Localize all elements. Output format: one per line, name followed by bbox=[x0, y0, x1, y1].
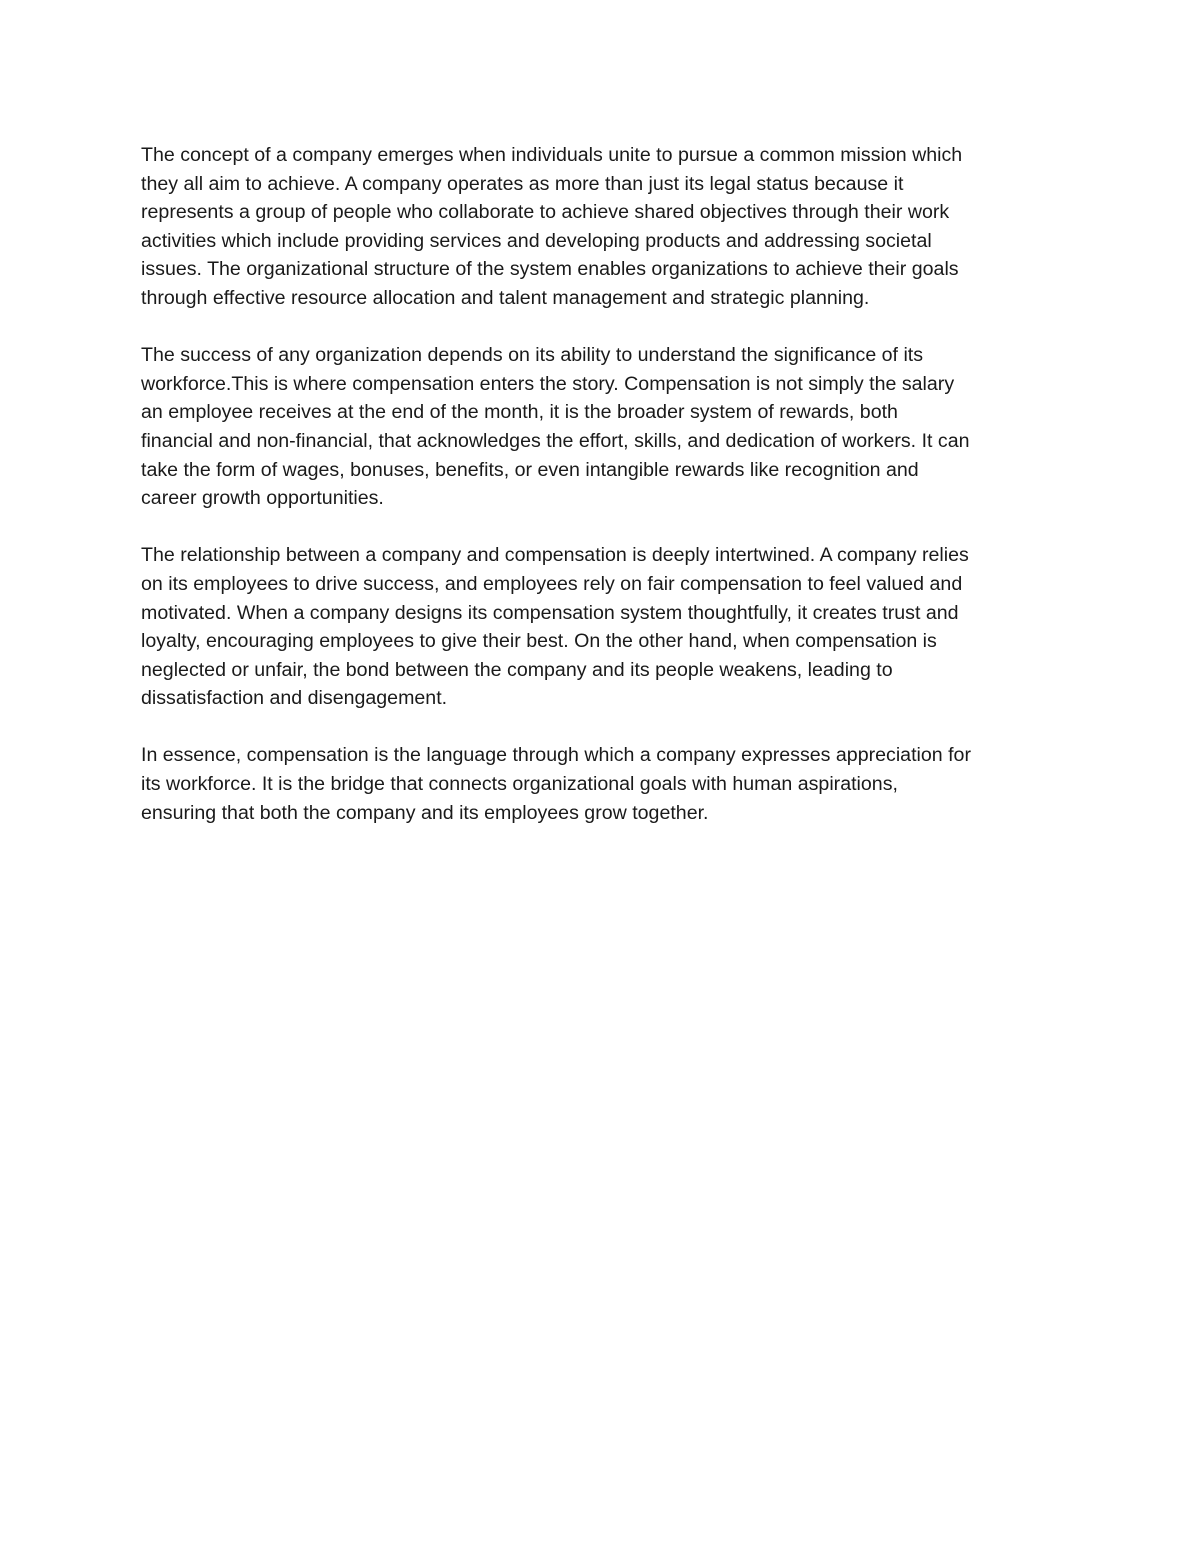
paragraph-relationship: The relationship between a company and compensation is deeply intertwined. A company relies on its employees to drive success, and employees rely on fair compensation to feel valued and motivated. When a company designs its compensation system thoughtfully, it creates trust and loyalty, encouraging employees to give their best. On the other hand, when compensation is neglected or unfair, the bond between the company and its people weakens, leading to dissatisfaction and disengagement. bbox=[141, 544, 969, 710]
paragraph-conclusion: In essence, compensation is the language through which a company expresses appreciation for its workforce. It is the bridge that connects organizational goals with human aspirations, ensuring that both the company and its employees grow together. bbox=[141, 744, 971, 824]
document-body bbox=[141, 141, 1061, 856]
paragraph-intro: The concept of a company emerges when individuals unite to pursue a common mission which they all aim to achieve. A company operates as more than just its legal status because it represents a group of people who collaborate to achieve shared objectives through their work activities which include providing services and developing products and addressing societal issues. The organizational structure of the system enables organizations to achieve their goals through effective resource allocation and talent management and strategic planning. bbox=[141, 144, 963, 309]
paragraph-compensation: The success of any organization depends on its ability to understand the significance of its workforce.This is where compensation enters the story. Compensation is not simply the salary an employee receives at the end of the month, it is the broader system of rewards, both financial and non-financial, that acknowledges the effort, skills, and dedication of workers. It can take the form of wages, bonuses, benefits, or even intangible rewards like recognition and career growth opportunities. bbox=[141, 344, 970, 510]
